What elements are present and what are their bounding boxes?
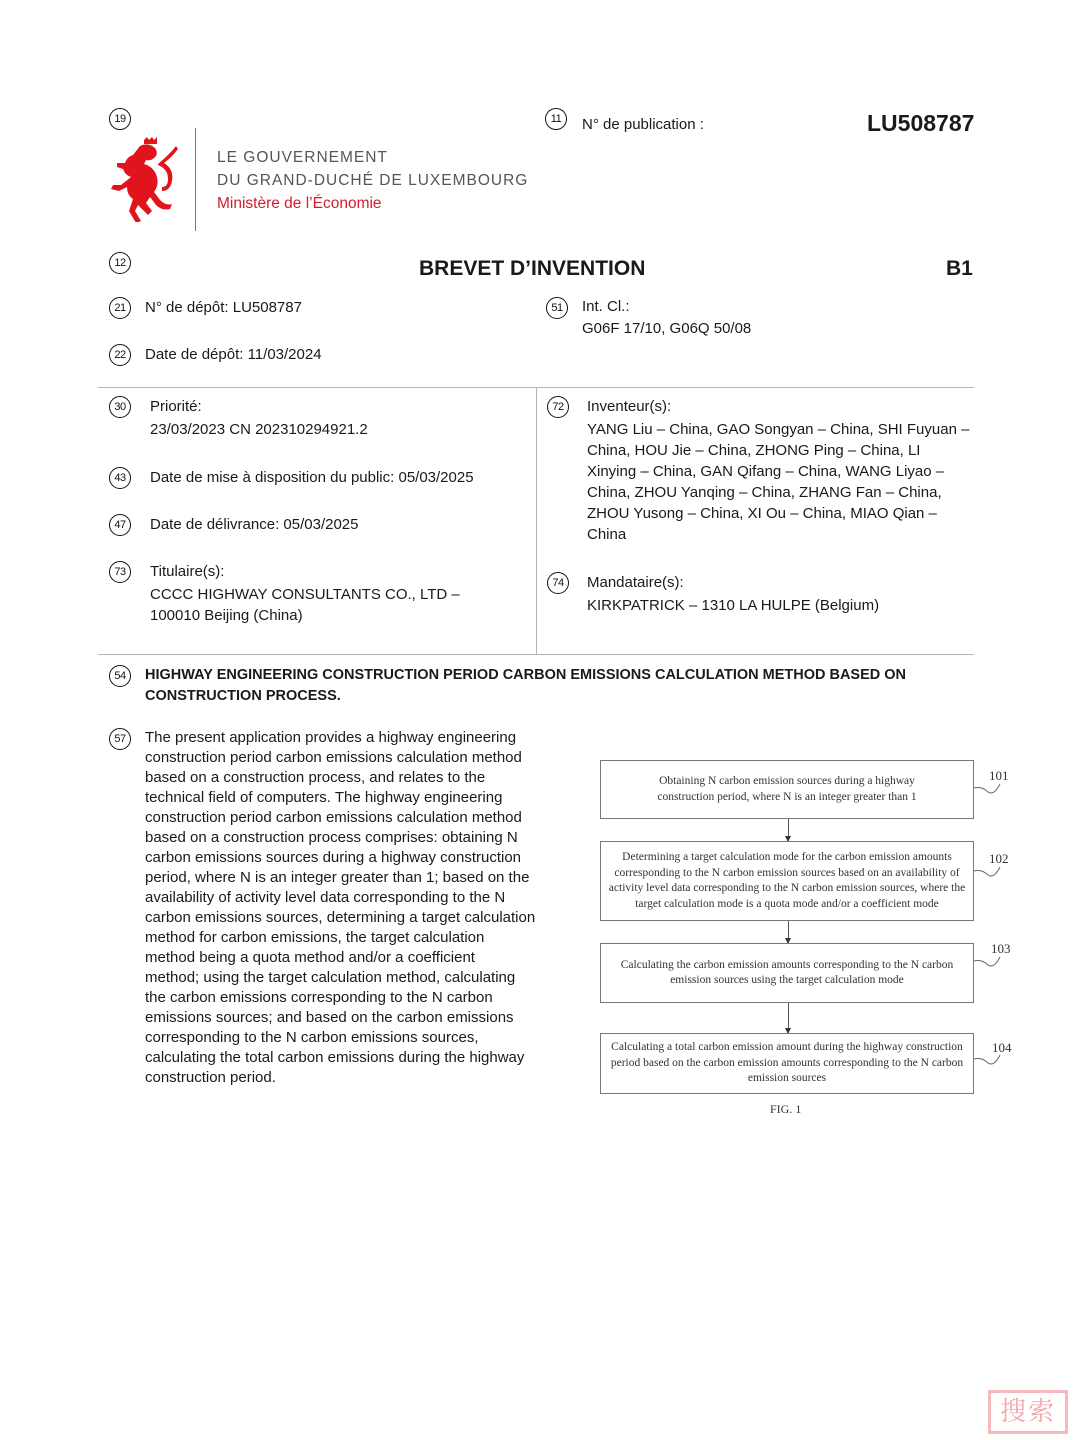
inventors-line: China, HOU Jie – China, ZHONG Ping – China, LI (587, 442, 921, 459)
inventors-line: ZHOU Yusong – China, XI Ou – China, MIAO Qian – (587, 505, 937, 522)
flow-ref-103: 103 (991, 941, 1011, 956)
flow-step-104 (600, 1033, 974, 1094)
inid-57: 57 (109, 728, 131, 750)
inid-72: 72 (547, 396, 569, 418)
abstract-line: construction period carbon emissions calculation method (145, 809, 522, 826)
flow-ref-104: 104 (992, 1040, 1012, 1055)
inventors-line: YANG Liu – China, GAO Songyan – China, SHI Fuyuan – (587, 421, 970, 438)
leader-squiggle-icon (974, 1053, 1004, 1069)
flow-step-103 (600, 943, 974, 1003)
inid-73: 73 (109, 561, 131, 583)
abstract-line: The present application provides a highway engineering (145, 729, 517, 746)
holder-label: Titulaire(s): (150, 563, 225, 580)
leader-squiggle-icon (974, 955, 1004, 971)
inid-12: 12 (109, 252, 131, 274)
inid-47: 47 (109, 514, 131, 536)
flow-arrow (788, 819, 789, 841)
inid-54: 54 (109, 665, 131, 687)
int-cl-label: Int. Cl.: (582, 298, 630, 315)
flow-step-text: Calculating the carbon emission amounts corresponding to the N carbon emission sources using the target calculation mode (620, 958, 954, 986)
leader-squiggle-icon (974, 865, 1004, 881)
kind-code: B1 (946, 257, 973, 280)
document-type-title: BREVET D’INVENTION (419, 257, 646, 280)
inid-74: 74 (547, 572, 569, 594)
flow-step-text: Obtaining N carbon emission sources during a highway construction period, where N is an integer greater than 1 (657, 775, 917, 803)
watermark-stamp: 搜索 (988, 1390, 1068, 1434)
agent-label: Mandataire(s): (587, 574, 684, 591)
abstract-line: period, where N is an integer greater than 1; based on the (145, 869, 530, 886)
inid-22: 22 (109, 344, 131, 366)
red-lion-logo-icon (110, 136, 180, 222)
gov-line-2: DU GRAND-DUCHÉ DE LUXEMBOURG (217, 172, 529, 189)
abstract-line: construction period carbon emissions calculation method (145, 749, 522, 766)
inid-19: 19 (109, 108, 131, 130)
holder-line-2: 100010 Beijing (China) (150, 607, 303, 624)
invention-title-line-1: HIGHWAY ENGINEERING CONSTRUCTION PERIOD CARBON EMISSIONS CALCULATION METHOD BASED ON (145, 667, 907, 683)
inventors-label: Inventeur(s): (587, 398, 672, 415)
leader-squiggle-icon (974, 782, 1004, 798)
public-availability-date: Date de mise à disposition du public: 05/03/2025 (150, 469, 474, 486)
inid-11: 11 (545, 108, 567, 130)
figure-caption: FIG. 1 (770, 1102, 802, 1116)
abstract-line: the carbon emissions corresponding to the N carbon (145, 989, 493, 1006)
filing-date: Date de dépôt: 11/03/2024 (145, 346, 322, 363)
publication-number: LU508787 (867, 110, 975, 136)
flow-ref-101: 101 (989, 768, 1009, 783)
inventors-line: China (587, 526, 627, 543)
invention-title-line-2: CONSTRUCTION PROCESS. (145, 688, 341, 704)
agent-value: KIRKPATRICK – 1310 LA HULPE (Belgium) (587, 597, 880, 614)
inid-51: 51 (546, 297, 568, 319)
inid-30: 30 (109, 396, 131, 418)
inid-21: 21 (109, 297, 131, 319)
section-divider-bottom (98, 654, 974, 655)
abstract-line: technical field of computers. The highway engineering (145, 789, 503, 806)
flow-step-text: Determining a target calculation mode for the carbon emission amounts corresponding to the N carbon emission sources based on an availability of activity level data corresponding to the N carbon emission sources, where the target calculation mode is a quota mode and/or a coefficient mode (608, 851, 966, 910)
flow-step-101 (600, 760, 974, 819)
column-divider (536, 388, 537, 654)
inventors-line: China, ZHOU Yanqing – China, ZHANG Fan – China, (587, 484, 942, 501)
flow-step-102 (600, 841, 974, 921)
priority-value: 23/03/2023 CN 202310294921.2 (150, 421, 368, 438)
gov-line-1: LE GOUVERNEMENT (217, 149, 388, 166)
priority-label: Priorité: (150, 398, 202, 415)
abstract-line: method being a quota method and/or a coefficient (145, 949, 475, 966)
inventors-line: Xinying – China, GAN Qifang – China, WANG Liyao – (587, 463, 945, 480)
flow-arrow (788, 921, 789, 943)
abstract-line: carbon emissions sources during a highway construction (145, 849, 522, 866)
abstract-line: based on a construction process, and relates to the (145, 769, 486, 786)
abstract-line: construction period. (145, 1069, 276, 1086)
abstract-line: carbon emissions sources, determining a target calculation (145, 909, 536, 926)
int-cl-value: G06F 17/10, G06Q 50/08 (582, 320, 752, 337)
abstract-line: based on a construction process comprises: obtaining N (145, 829, 518, 846)
filing-number: N° de dépôt: LU508787 (145, 299, 302, 316)
logo-divider (195, 128, 196, 231)
abstract-line: emissions sources; and based on the carbon emissions (145, 1009, 514, 1026)
flow-ref-102: 102 (989, 851, 1009, 866)
abstract-line: method; using the target calculation method, calculating (145, 969, 516, 986)
flow-arrow (788, 1003, 789, 1033)
abstract-line: availability of activity level data corresponding to the N (145, 889, 506, 906)
abstract-line: corresponding to the N carbon emissions sources, (145, 1029, 479, 1046)
abstract-line: method for carbon emissions, the target calculation (145, 929, 485, 946)
grant-date: Date de délivrance: 05/03/2025 (150, 516, 359, 533)
flow-step-text: Calculating a total carbon emission amount during the highway construction period based on the carbon emission amounts corresponding to the N carbon emission sources (610, 1041, 964, 1085)
inid-43: 43 (109, 467, 131, 489)
holder-line-1: CCCC HIGHWAY CONSULTANTS CO., LTD – (150, 586, 460, 603)
abstract-text (145, 728, 540, 1088)
abstract-line: calculating the total carbon emissions during the highway (145, 1049, 525, 1066)
publication-label: N° de publication : (582, 116, 704, 133)
ministry-name: Ministère de l’Économie (217, 195, 382, 212)
